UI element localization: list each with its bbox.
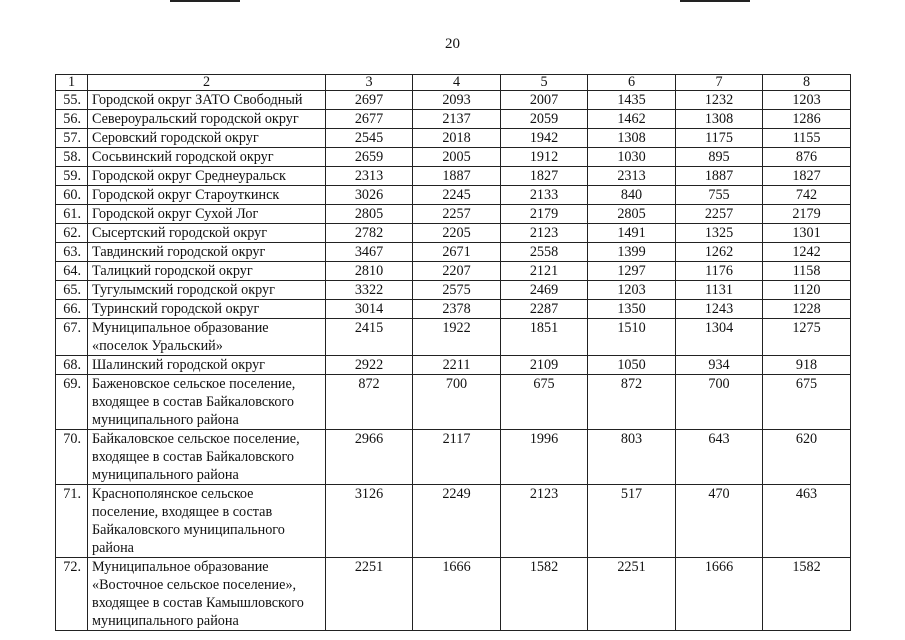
value-cell: 3014: [326, 300, 413, 319]
value-cell: 1325: [676, 224, 763, 243]
value-cell: 2245: [413, 186, 501, 205]
row-number: 64.: [56, 262, 88, 281]
row-number: 56.: [56, 110, 88, 129]
municipality-name: Баженовское сельское поселение, входящее в состав Байкаловского муниципального района: [88, 375, 326, 430]
header-cell: 6: [588, 75, 676, 91]
municipality-name: Североуральский городской округ: [88, 110, 326, 129]
value-cell: 1175: [676, 129, 763, 148]
value-cell: 2211: [413, 356, 501, 375]
table-row: [56, 110, 851, 129]
value-cell: 1158: [763, 262, 851, 281]
value-cell: 934: [676, 356, 763, 375]
row-number: 59.: [56, 167, 88, 186]
municipality-name: Городской округ Сухой Лог: [88, 205, 326, 224]
municipality-name: Шалинский городской округ: [88, 356, 326, 375]
value-cell: 2782: [326, 224, 413, 243]
table-row: [56, 375, 851, 430]
municipality-name: Краснополянское сельское поселение, входящее в состав Байкаловского муниципального района: [88, 485, 326, 558]
table-row: [56, 224, 851, 243]
value-cell: 2133: [501, 186, 588, 205]
value-cell: 2121: [501, 262, 588, 281]
value-cell: 643: [676, 430, 763, 485]
value-cell: 2659: [326, 148, 413, 167]
value-cell: 2313: [588, 167, 676, 186]
table-row: [56, 485, 851, 558]
header-row: [56, 75, 851, 91]
value-cell: 1582: [763, 558, 851, 631]
value-cell: 2179: [501, 205, 588, 224]
value-cell: 1275: [763, 319, 851, 356]
value-cell: 1851: [501, 319, 588, 356]
row-number: 65.: [56, 281, 88, 300]
table-row: [56, 243, 851, 262]
value-cell: 675: [501, 375, 588, 430]
value-cell: 876: [763, 148, 851, 167]
value-cell: 1308: [588, 129, 676, 148]
value-cell: 1262: [676, 243, 763, 262]
value-cell: 1030: [588, 148, 676, 167]
municipality-name: Байкаловское сельское поселение, входящее в состав Байкаловского муниципального района: [88, 430, 326, 485]
value-cell: 1286: [763, 110, 851, 129]
table-row: [56, 262, 851, 281]
value-cell: 2671: [413, 243, 501, 262]
municipality-name: Тавдинский городской округ: [88, 243, 326, 262]
value-cell: 2575: [413, 281, 501, 300]
row-number: 67.: [56, 319, 88, 356]
value-cell: 2207: [413, 262, 501, 281]
table-row: [56, 300, 851, 319]
value-cell: 3026: [326, 186, 413, 205]
value-cell: 2093: [413, 91, 501, 110]
table-row: [56, 430, 851, 485]
value-cell: 1155: [763, 129, 851, 148]
value-cell: 3126: [326, 485, 413, 558]
value-cell: 2251: [588, 558, 676, 631]
header-cell: 2: [88, 75, 326, 91]
value-cell: 2805: [588, 205, 676, 224]
value-cell: 700: [413, 375, 501, 430]
value-cell: 1176: [676, 262, 763, 281]
table-row: [56, 205, 851, 224]
row-number: 57.: [56, 129, 88, 148]
value-cell: 1203: [588, 281, 676, 300]
value-cell: 1827: [501, 167, 588, 186]
header-cell: 5: [501, 75, 588, 91]
municipality-name: Сысертский городской округ: [88, 224, 326, 243]
header-cell: 1: [56, 75, 88, 91]
value-cell: 1203: [763, 91, 851, 110]
value-cell: 2109: [501, 356, 588, 375]
value-cell: 463: [763, 485, 851, 558]
value-cell: 2257: [413, 205, 501, 224]
value-cell: 895: [676, 148, 763, 167]
municipality-name: Муниципальное образование «Восточное сельское поселение», входящее в состав Камышловского муниципального района: [88, 558, 326, 631]
table-row: [56, 281, 851, 300]
municipality-name: Серовский городской округ: [88, 129, 326, 148]
value-cell: 872: [326, 375, 413, 430]
value-cell: 2697: [326, 91, 413, 110]
value-cell: 1301: [763, 224, 851, 243]
value-cell: 2558: [501, 243, 588, 262]
row-number: 61.: [56, 205, 88, 224]
value-cell: 1243: [676, 300, 763, 319]
value-cell: 1308: [676, 110, 763, 129]
value-cell: 872: [588, 375, 676, 430]
row-number: 71.: [56, 485, 88, 558]
municipality-name: Городской округ Среднеуральск: [88, 167, 326, 186]
value-cell: 1491: [588, 224, 676, 243]
value-cell: 2005: [413, 148, 501, 167]
header-cell: 8: [763, 75, 851, 91]
row-number: 60.: [56, 186, 88, 205]
value-cell: 2677: [326, 110, 413, 129]
value-cell: 2137: [413, 110, 501, 129]
row-number: 55.: [56, 91, 88, 110]
table-row: [56, 356, 851, 375]
value-cell: 3322: [326, 281, 413, 300]
row-number: 69.: [56, 375, 88, 430]
municipality-name: Муниципальное образование «поселок Уральский»: [88, 319, 326, 356]
value-cell: 1510: [588, 319, 676, 356]
row-number: 72.: [56, 558, 88, 631]
value-cell: 700: [676, 375, 763, 430]
value-cell: 2205: [413, 224, 501, 243]
value-cell: 1232: [676, 91, 763, 110]
municipality-name: Талицкий городской округ: [88, 262, 326, 281]
value-cell: 742: [763, 186, 851, 205]
value-cell: 2123: [501, 485, 588, 558]
table-row: [56, 558, 851, 631]
header-cell: 4: [413, 75, 501, 91]
value-cell: 2922: [326, 356, 413, 375]
municipality-name: Городской округ ЗАТО Свободный: [88, 91, 326, 110]
value-cell: 755: [676, 186, 763, 205]
value-cell: 1462: [588, 110, 676, 129]
value-cell: 1582: [501, 558, 588, 631]
row-number: 58.: [56, 148, 88, 167]
scan-edge-line-left: [170, 0, 240, 2]
value-cell: 1912: [501, 148, 588, 167]
table-row: [56, 129, 851, 148]
row-number: 62.: [56, 224, 88, 243]
value-cell: 2257: [676, 205, 763, 224]
data-table: [55, 74, 851, 631]
row-number: 68.: [56, 356, 88, 375]
value-cell: 1887: [676, 167, 763, 186]
value-cell: 2313: [326, 167, 413, 186]
value-cell: 2018: [413, 129, 501, 148]
value-cell: 1887: [413, 167, 501, 186]
value-cell: 1922: [413, 319, 501, 356]
value-cell: 2007: [501, 91, 588, 110]
municipality-name: Городской округ Староуткинск: [88, 186, 326, 205]
municipality-name: Сосьвинский городской округ: [88, 148, 326, 167]
value-cell: 2251: [326, 558, 413, 631]
row-number: 66.: [56, 300, 88, 319]
value-cell: 1666: [676, 558, 763, 631]
value-cell: 1228: [763, 300, 851, 319]
value-cell: 840: [588, 186, 676, 205]
row-number: 63.: [56, 243, 88, 262]
value-cell: 2287: [501, 300, 588, 319]
header-cell: 3: [326, 75, 413, 91]
value-cell: 1399: [588, 243, 676, 262]
value-cell: 1666: [413, 558, 501, 631]
value-cell: 1996: [501, 430, 588, 485]
scan-edge-line-right: [680, 0, 750, 2]
municipality-name: Тугулымский городской округ: [88, 281, 326, 300]
value-cell: 2469: [501, 281, 588, 300]
value-cell: 2117: [413, 430, 501, 485]
municipality-name: Туринский городской округ: [88, 300, 326, 319]
value-cell: 2059: [501, 110, 588, 129]
value-cell: 517: [588, 485, 676, 558]
value-cell: 2378: [413, 300, 501, 319]
value-cell: 1350: [588, 300, 676, 319]
value-cell: 2415: [326, 319, 413, 356]
table-row: [56, 186, 851, 205]
value-cell: 620: [763, 430, 851, 485]
value-cell: 803: [588, 430, 676, 485]
value-cell: 2179: [763, 205, 851, 224]
value-cell: 2545: [326, 129, 413, 148]
value-cell: 1131: [676, 281, 763, 300]
value-cell: 675: [763, 375, 851, 430]
value-cell: 3467: [326, 243, 413, 262]
table-row: [56, 319, 851, 356]
value-cell: 2810: [326, 262, 413, 281]
value-cell: 1304: [676, 319, 763, 356]
value-cell: 1050: [588, 356, 676, 375]
value-cell: 918: [763, 356, 851, 375]
value-cell: 1827: [763, 167, 851, 186]
value-cell: 2123: [501, 224, 588, 243]
value-cell: 1435: [588, 91, 676, 110]
value-cell: 1242: [763, 243, 851, 262]
value-cell: 2805: [326, 205, 413, 224]
table-row: [56, 148, 851, 167]
value-cell: 1942: [501, 129, 588, 148]
value-cell: 1297: [588, 262, 676, 281]
header-cell: 7: [676, 75, 763, 91]
table-row: [56, 91, 851, 110]
value-cell: 1120: [763, 281, 851, 300]
value-cell: 2249: [413, 485, 501, 558]
page-number: 20: [445, 36, 460, 52]
value-cell: 470: [676, 485, 763, 558]
table-row: [56, 167, 851, 186]
row-number: 70.: [56, 430, 88, 485]
value-cell: 2966: [326, 430, 413, 485]
